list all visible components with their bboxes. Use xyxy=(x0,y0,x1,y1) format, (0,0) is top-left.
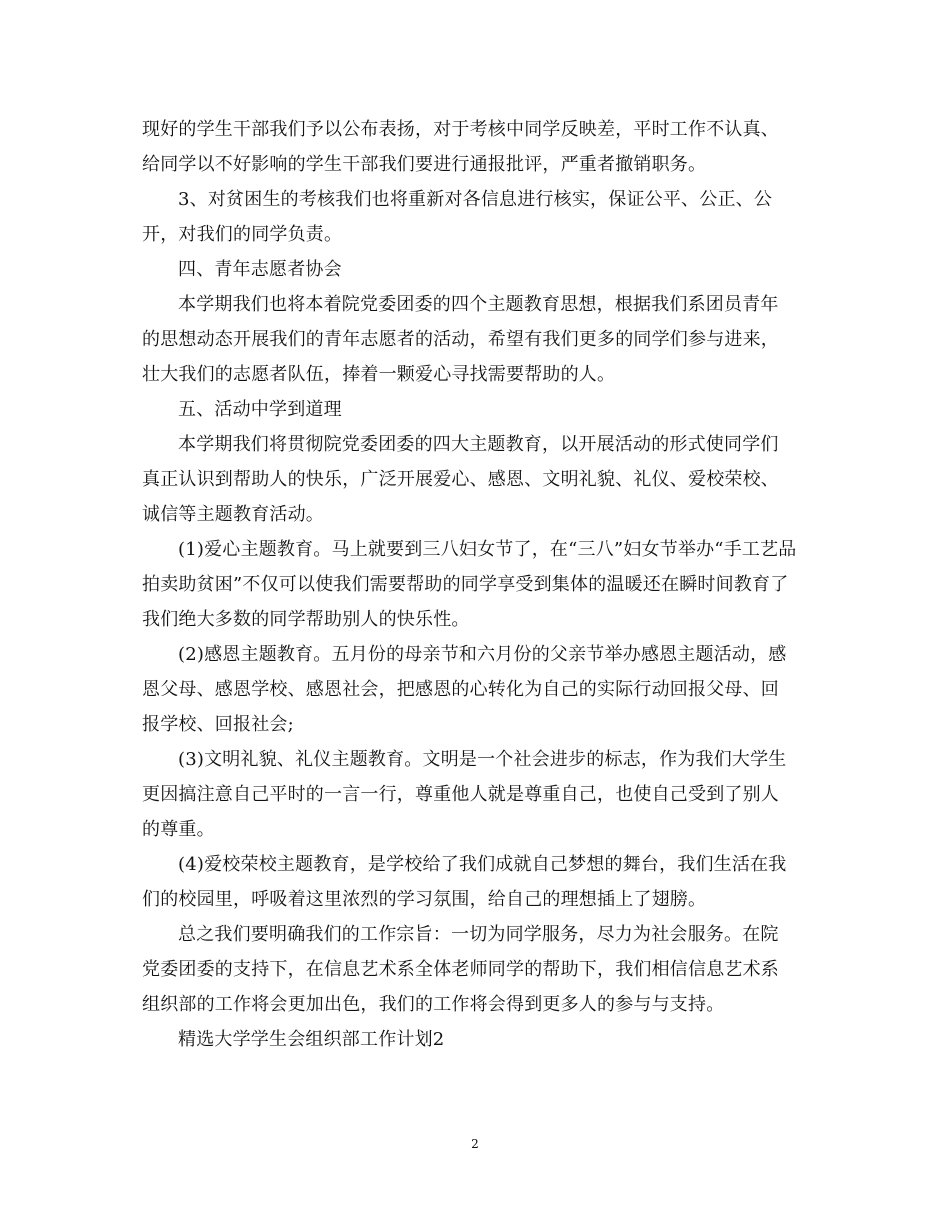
text-line: 党委团委的支持下，在信息艺术系全体老师同学的帮助下，我们相信信息艺术系 xyxy=(142,959,779,980)
text-line: 真正认识到帮助人的快乐，广泛开展爱心、感恩、文明礼貌、礼仪、爱校荣校、 xyxy=(142,469,779,490)
text-line: 本学期我们也将本着院党委团委的四个主题教育思想，根据我们系团员青年 xyxy=(178,294,779,315)
text-line: (1)爱心主题教育。马上就要到三八妇女节了，在“三八”妇女节举办“手工艺品 xyxy=(178,539,797,560)
text-line: 拍卖助贫困”不仅可以使我们需要帮助的同学享受到集体的温暖还在瞬时间教育了 xyxy=(142,574,789,595)
text-line: (2)感恩主题教育。五月份的母亲节和六月份的父亲节举办感恩主题活动，感 xyxy=(178,644,787,665)
text-line: 现好的学生干部我们予以公布表扬，对于考核中同学反映差，平时工作不认真、 xyxy=(142,119,779,140)
text-line: 的思想动态开展我们的青年志愿者的活动，希望有我们更多的同学们参与进来， xyxy=(142,329,779,350)
text-line: 开，对我们的同学负责。 xyxy=(142,224,343,245)
text-line: (3)文明礼貌、礼仪主题教育。文明是一个社会进步的标志，作为我们大学生 xyxy=(178,749,787,770)
text-line: 的尊重。 xyxy=(142,819,215,840)
text-line: 诚信等主题教育活动。 xyxy=(142,504,324,525)
text-line: 更因搞注意自己平时的一言一行，尊重他人就是尊重自己，也使自己受到了别人 xyxy=(142,784,779,805)
text-line: 报学校、回报社会; xyxy=(142,714,294,735)
text-line: 本学期我们将贯彻院党委团委的四大主题教育，以开展活动的形式使同学们 xyxy=(178,434,779,455)
text-line: 3、对贫困生的考核我们也将重新对各信息进行核实，保证公平、公正、公 xyxy=(178,189,773,210)
text-line: 我们绝大多数的同学帮助别人的快乐性。 xyxy=(142,609,470,630)
text-line: 组织部的工作将会更加出色，我们的工作将会得到更多人的参与与支持。 xyxy=(142,994,725,1015)
page-number: 2 xyxy=(471,1137,479,1151)
section-heading: 五、活动中学到道理 xyxy=(178,399,342,420)
document-body xyxy=(142,112,804,1057)
text-line: (4)爱校荣校主题教育，是学校给了我们成就自己梦想的舞台，我们生活在我 xyxy=(178,854,787,875)
text-line: 恩父母、感恩学校、感恩社会，把感恩的心转化为自己的实际行动回报父母、回 xyxy=(142,679,779,700)
text-line: 给同学以不好影响的学生干部我们要进行通报批评，严重者撤销职务。 xyxy=(142,154,707,175)
text-line: 们的校园里，呼吸着这里浓烈的学习氛围，给自己的理想插上了翅膀。 xyxy=(142,889,707,910)
section-heading: 四、青年志愿者协会 xyxy=(178,259,342,280)
section-heading: 精选大学学生会组织部工作计划2 xyxy=(178,1029,445,1050)
text-line: 壮大我们的志愿者队伍，捧着一颗爱心寻找需要帮助的人。 xyxy=(142,364,616,385)
text-line: 总之我们要明确我们的工作宗旨：一切为同学服务，尽力为社会服务。在院 xyxy=(178,924,779,945)
